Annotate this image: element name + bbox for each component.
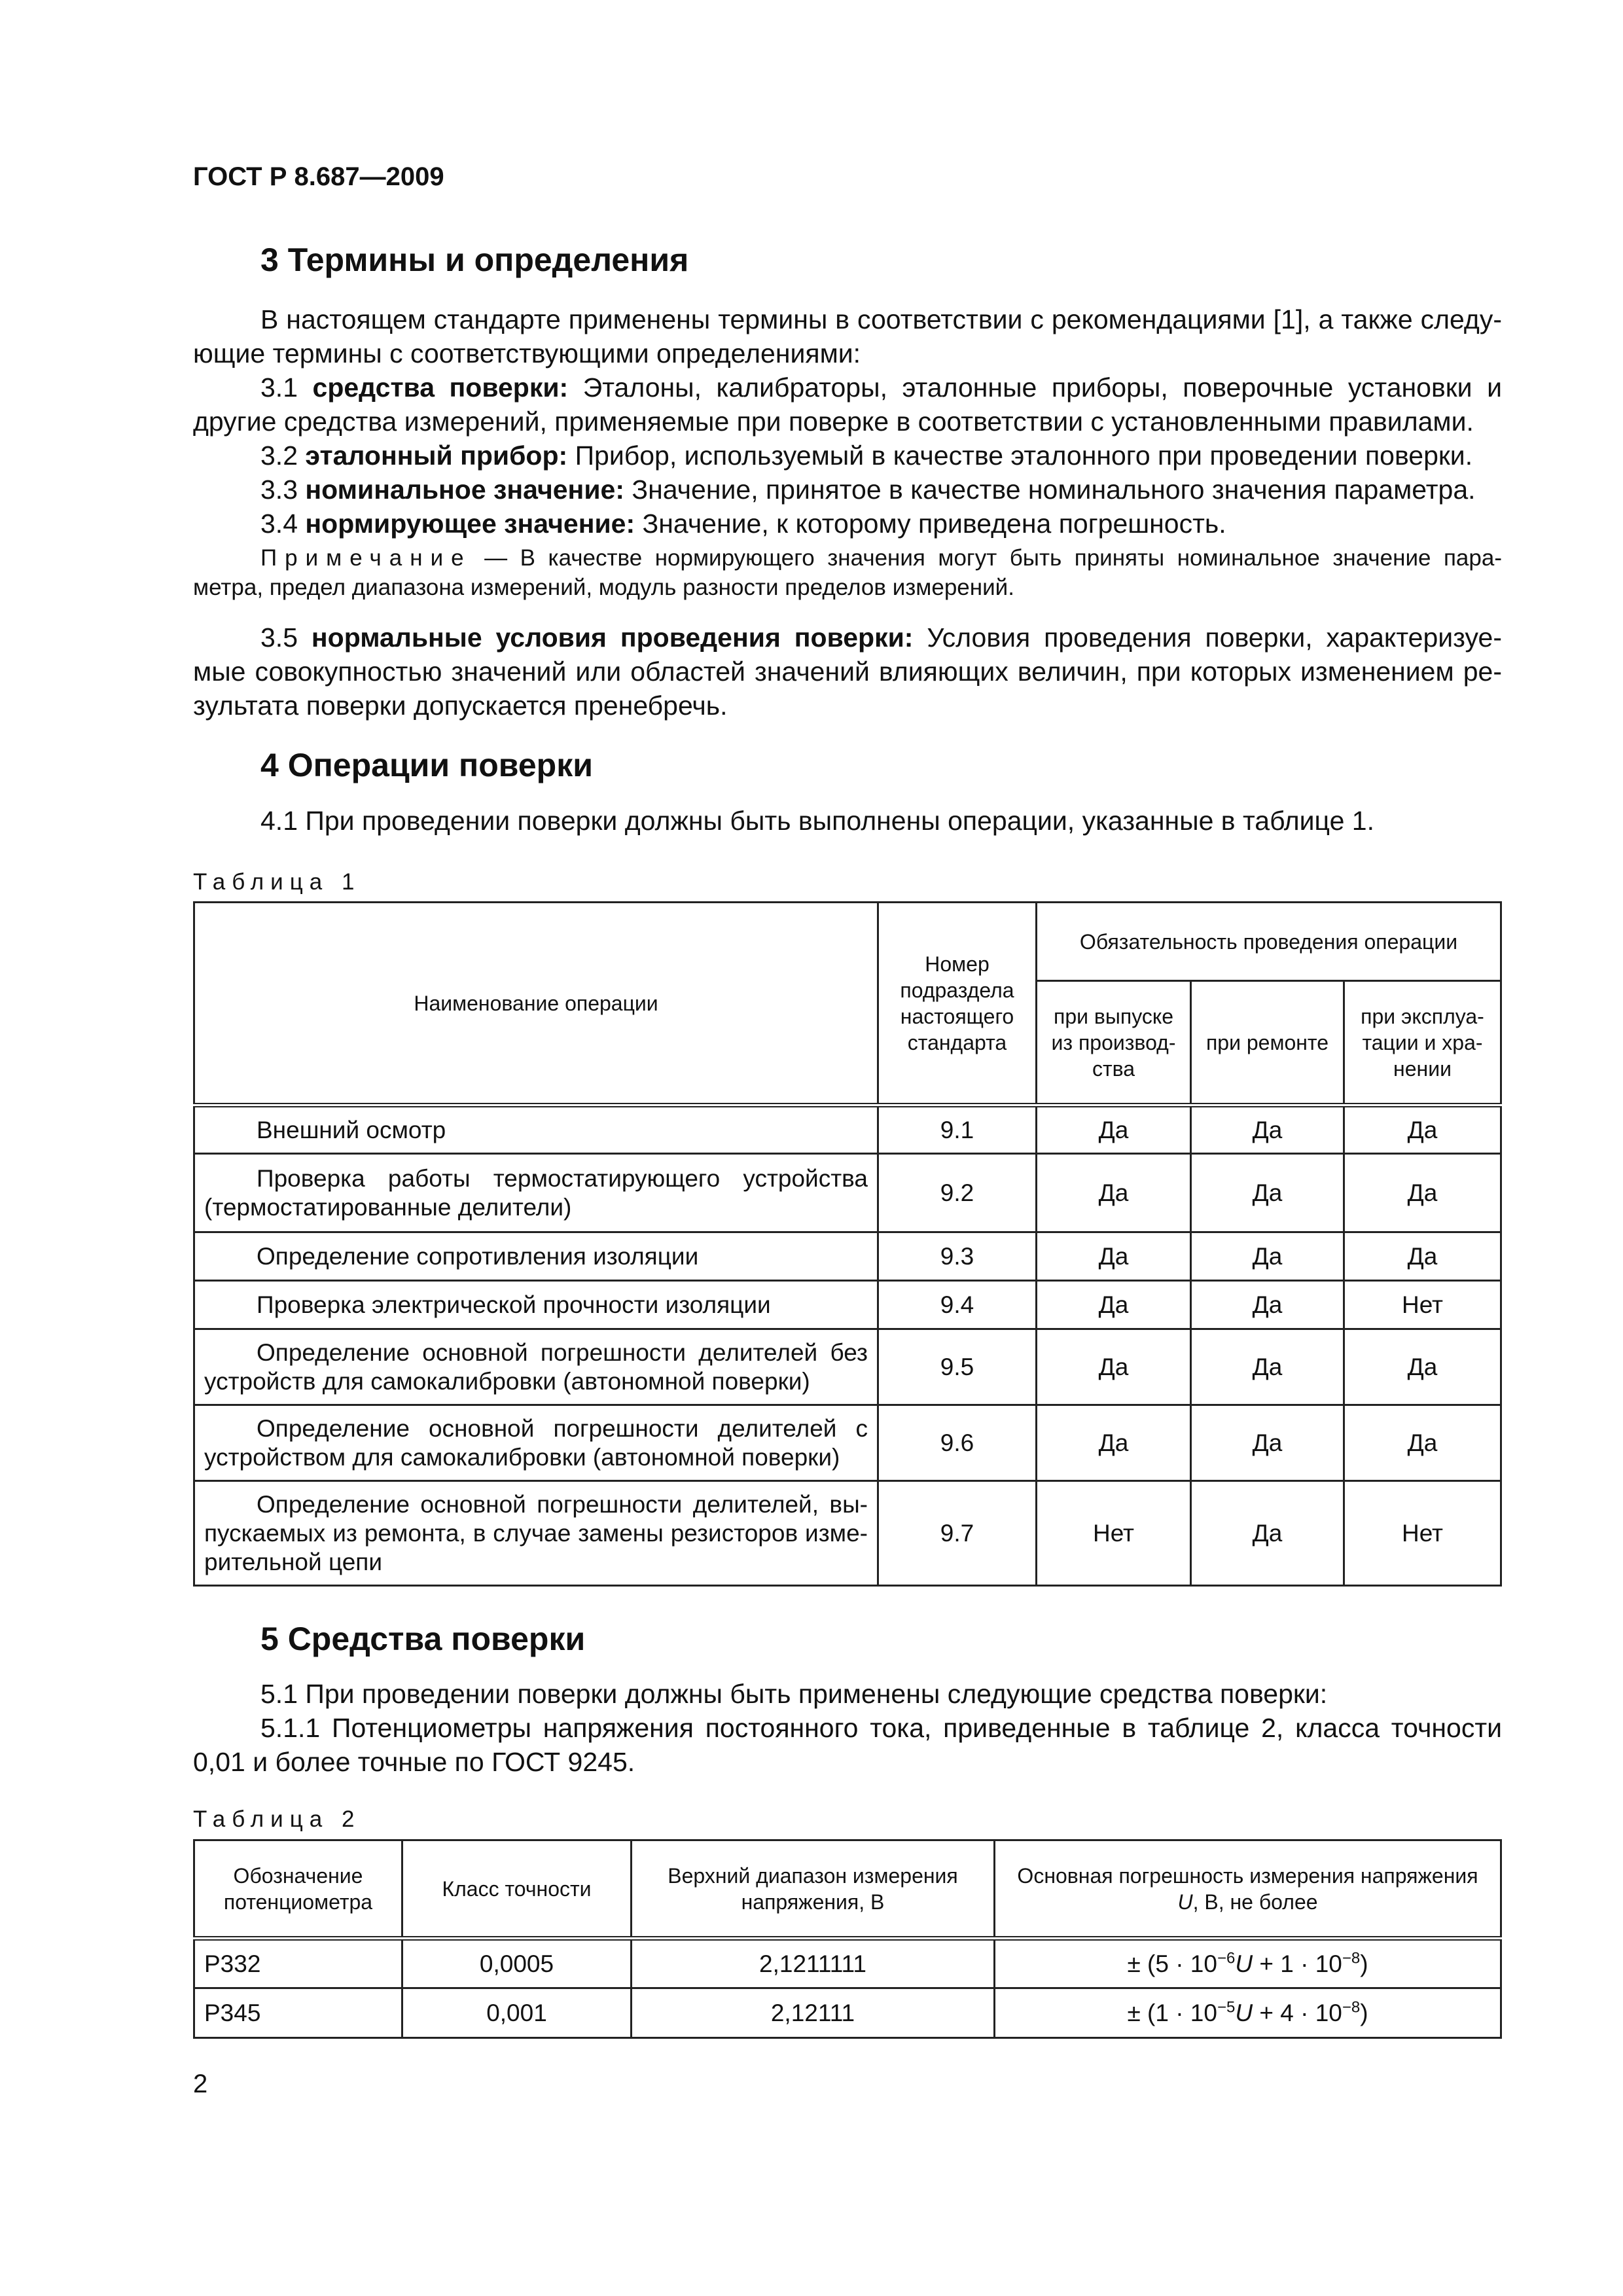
note-block	[193, 543, 1502, 602]
table-2-caption: Таблица 2	[193, 1806, 361, 1832]
para-5-1-1: 5.1.1 Потенциометры напряжения постоянного тока, приведенные в таблице 2, класса точности	[260, 1713, 1502, 1743]
section-4-body	[193, 804, 1502, 838]
table-row: Определение основной погрешности делителей с устройством для самокалибровки (автономной поверки) 9.6 Да Да Да	[194, 1405, 1501, 1481]
table-1-header-name: Наименование операции	[194, 903, 878, 1105]
term-3-5-name: нормальные условия проведения поверки:	[311, 622, 914, 653]
table-2	[193, 1839, 1502, 2039]
table-2-header-error: Основная погрешность измерения напряжения U, В, не более	[995, 1840, 1501, 1939]
document-header: ГОСТ Р 8.687—2009	[193, 162, 444, 191]
table-row: Р345 0,001 2,12111 ± $(1 \cdot 10^{-5}U + 4 \cdot 10^{-8})$	[194, 1988, 1501, 2038]
section-3-title: 3 Термины и определения	[260, 242, 689, 278]
para-5-1-1-cont: 0,01 и более точные по ГОСТ 9245.	[193, 1747, 635, 1777]
table-2-header-class: Класс точности	[402, 1840, 632, 1939]
term-3-5-cont-1: мые совокупностью значений или областей значений влияющих величин, при которых изменением ре-	[193, 656, 1502, 687]
term-3-1: 3.1 средства поверки: Эталоны, калибраторы, эталонные приборы, поверочные установки и	[260, 372, 1502, 403]
term-3-1-name: средства поверки:	[312, 372, 569, 403]
table-1-header-exploitation: при эксплуа-тации и хра-нении	[1344, 981, 1501, 1105]
note-line-2: метра, предел диапазона измерений, модуль разности пределов измерений.	[193, 575, 1014, 600]
intro-line-1: В настоящем стандарте применены термины в соответствии с рекомендациями [1], а также следу-	[260, 304, 1502, 334]
intro-line-2: ющие термины с соответствующими определениями:	[193, 338, 861, 368]
table-row: Определение основной погрешности делителей без устройств для самокалибровки (автономной поверки) 9.5 Да Да Да	[194, 1329, 1501, 1405]
table-1-header-number: Номер подраздела настоящего стандарта	[878, 903, 1037, 1105]
term-3-4: 3.4 нормирующее значение: Значение, к которому приведена погрешность.	[260, 509, 1226, 539]
term-3-5-block	[193, 620, 1502, 723]
note-label: Примечание	[260, 545, 472, 571]
table-row: Р332 0,0005 2,1211111 ± $(5 \cdot 10^{-6}U + 1 \cdot 10^{-8})$	[194, 1939, 1501, 1988]
note-line-1: Примечание — В качестве нормирующего значения могут быть приняты номинальное значение пара-	[260, 545, 1502, 571]
term-3-4-name: нормирующее значение:	[305, 509, 635, 539]
para-4-1: 4.1 При проведении поверки должны быть выполнены операции, указанные в таблице 1.	[260, 806, 1374, 836]
section-4-title: 4 Операции поверки	[260, 747, 593, 783]
table-row: Проверка работы термостатирующего устройства (термостатированные делители) 9.2 Да Да Да	[194, 1154, 1501, 1232]
term-3-2: 3.2 эталонный прибор: Прибор, используемый в качестве эталонного при проведении поверки.	[260, 440, 1473, 471]
table-1	[193, 901, 1502, 1587]
term-3-3: 3.3 номинальное значение: Значение, принятое в качестве номинального значения параметра.	[260, 475, 1476, 505]
section-5-title: 5 Средства поверки	[260, 1621, 586, 1657]
table-row: Определение основной погрешности делителей, вы-пускаемых из ремонта, в случае замены резисторов изме-рительной цепи 9.7 Нет Да Нет	[194, 1481, 1501, 1586]
term-3-5-cont-2: зультата поверки допускается пренебречь.	[193, 691, 728, 721]
section-5-body	[193, 1677, 1502, 1779]
error-formula: ± $(5 \cdot 10^{-6}U + 1 \cdot 10^{-8})$	[995, 1939, 1501, 1988]
page-number: 2	[193, 2070, 208, 2098]
term-3-1-cont: другие средства измерений, применяемые при поверке в соответствии с установленными правилами.	[193, 406, 1474, 437]
term-3-2-name: эталонный прибор:	[305, 440, 568, 471]
term-3-5: 3.5 нормальные условия проведения поверки: Условия проведения поверки, характеризуе-	[260, 622, 1502, 653]
table-row: Определение сопротивления изоляции 9.3 Да Да Да	[194, 1232, 1501, 1281]
table-row: Проверка электрической прочности изоляции 9.4 Да Да Нет	[194, 1281, 1501, 1329]
table-row: Внешний осмотр 9.1 Да Да Да	[194, 1105, 1501, 1154]
table-2-header-range: Верхний диапазон измерения напряжения, В	[632, 1840, 995, 1939]
table-1-header-obligation: Обязательность проведения операции	[1037, 903, 1501, 981]
table-2-header-designation: Обозначение потенциометра	[194, 1840, 402, 1939]
term-3-3-name: номинальное значение:	[305, 475, 624, 505]
table-1-header-repair: при ремонте	[1191, 981, 1344, 1105]
error-formula: ± $(1 \cdot 10^{-5}U + 4 \cdot 10^{-8})$	[995, 1988, 1501, 2038]
section-3-body	[193, 302, 1502, 541]
para-5-1: 5.1 При проведении поверки должны быть применены следующие средства поверки:	[260, 1679, 1328, 1709]
table-1-header-release: при выпуске из производ-ства	[1037, 981, 1191, 1105]
table-1-caption: Таблица 1	[193, 869, 361, 895]
